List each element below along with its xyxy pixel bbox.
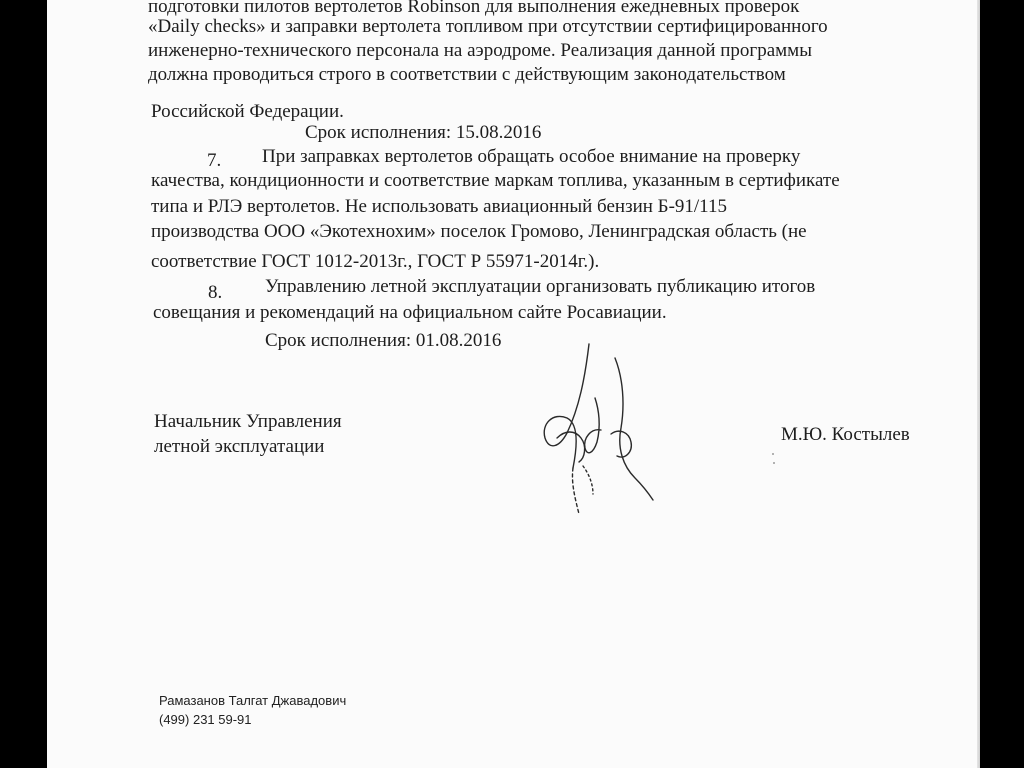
deadline-paragraph-6: Срок исполнения: 15.08.2016 — [305, 122, 542, 143]
paragraph-6-line-3: инженерно-технического персонала на аэродроме. Реализация данной программы — [148, 40, 812, 61]
scan-edge-shadow — [977, 0, 980, 768]
paragraph-7-number: 7. — [207, 150, 222, 171]
paragraph-6-line-5: Российской Федерации. — [151, 101, 344, 122]
signatory-position-line-1: Начальник Управления — [154, 411, 342, 432]
paragraph-8-line-2: совещания и рекомендаций на официальном сайте Росавиации. — [153, 302, 667, 323]
paragraph-6-line-4: должна проводиться строго в соответствии с действующим законодательством — [148, 64, 786, 85]
deadline-paragraph-8: Срок исполнения: 01.08.2016 — [265, 330, 502, 351]
paragraph-6-line-2: «Daily checks» и заправки вертолета топливом при отсутствии сертифицированного — [148, 16, 828, 37]
paragraph-7-line-1: При заправках вертолетов обращать особое внимание на проверку — [262, 146, 801, 167]
document-page — [47, 0, 980, 768]
scan-speck — [773, 462, 775, 464]
signatory-name: М.Ю. Костылев — [781, 424, 910, 445]
signatory-position-line-2: летной эксплуатации — [154, 436, 325, 457]
paragraph-6-line-1: подготовки пилотов вертолетов Robinson для выполнения ежедневных проверок — [148, 0, 800, 17]
paragraph-7-line-3: типа и РЛЭ вертолетов. Не использовать авиационный бензин Б-91/115 — [151, 196, 727, 217]
paragraph-7-line-4: производства ООО «Экотехнохим» поселок Громово, Ленинградская область (не — [151, 221, 807, 242]
paragraph-8-number: 8. — [208, 282, 223, 303]
executor-name: Рамазанов Талгат Джавадович — [159, 693, 347, 708]
executor-phone: (499) 231 59-91 — [159, 712, 252, 727]
paragraph-7-line-2: качества, кондиционности и соответствие маркам топлива, указанным в сертификате — [151, 170, 840, 191]
handwritten-signature — [527, 338, 657, 523]
scan-speck — [772, 453, 774, 455]
paragraph-7-line-5: соответствие ГОСТ 1012-2013г., ГОСТ Р 55971-2014г.). — [151, 251, 600, 272]
paragraph-8-line-1: Управлению летной эксплуатации организовать публикацию итогов — [265, 276, 816, 297]
